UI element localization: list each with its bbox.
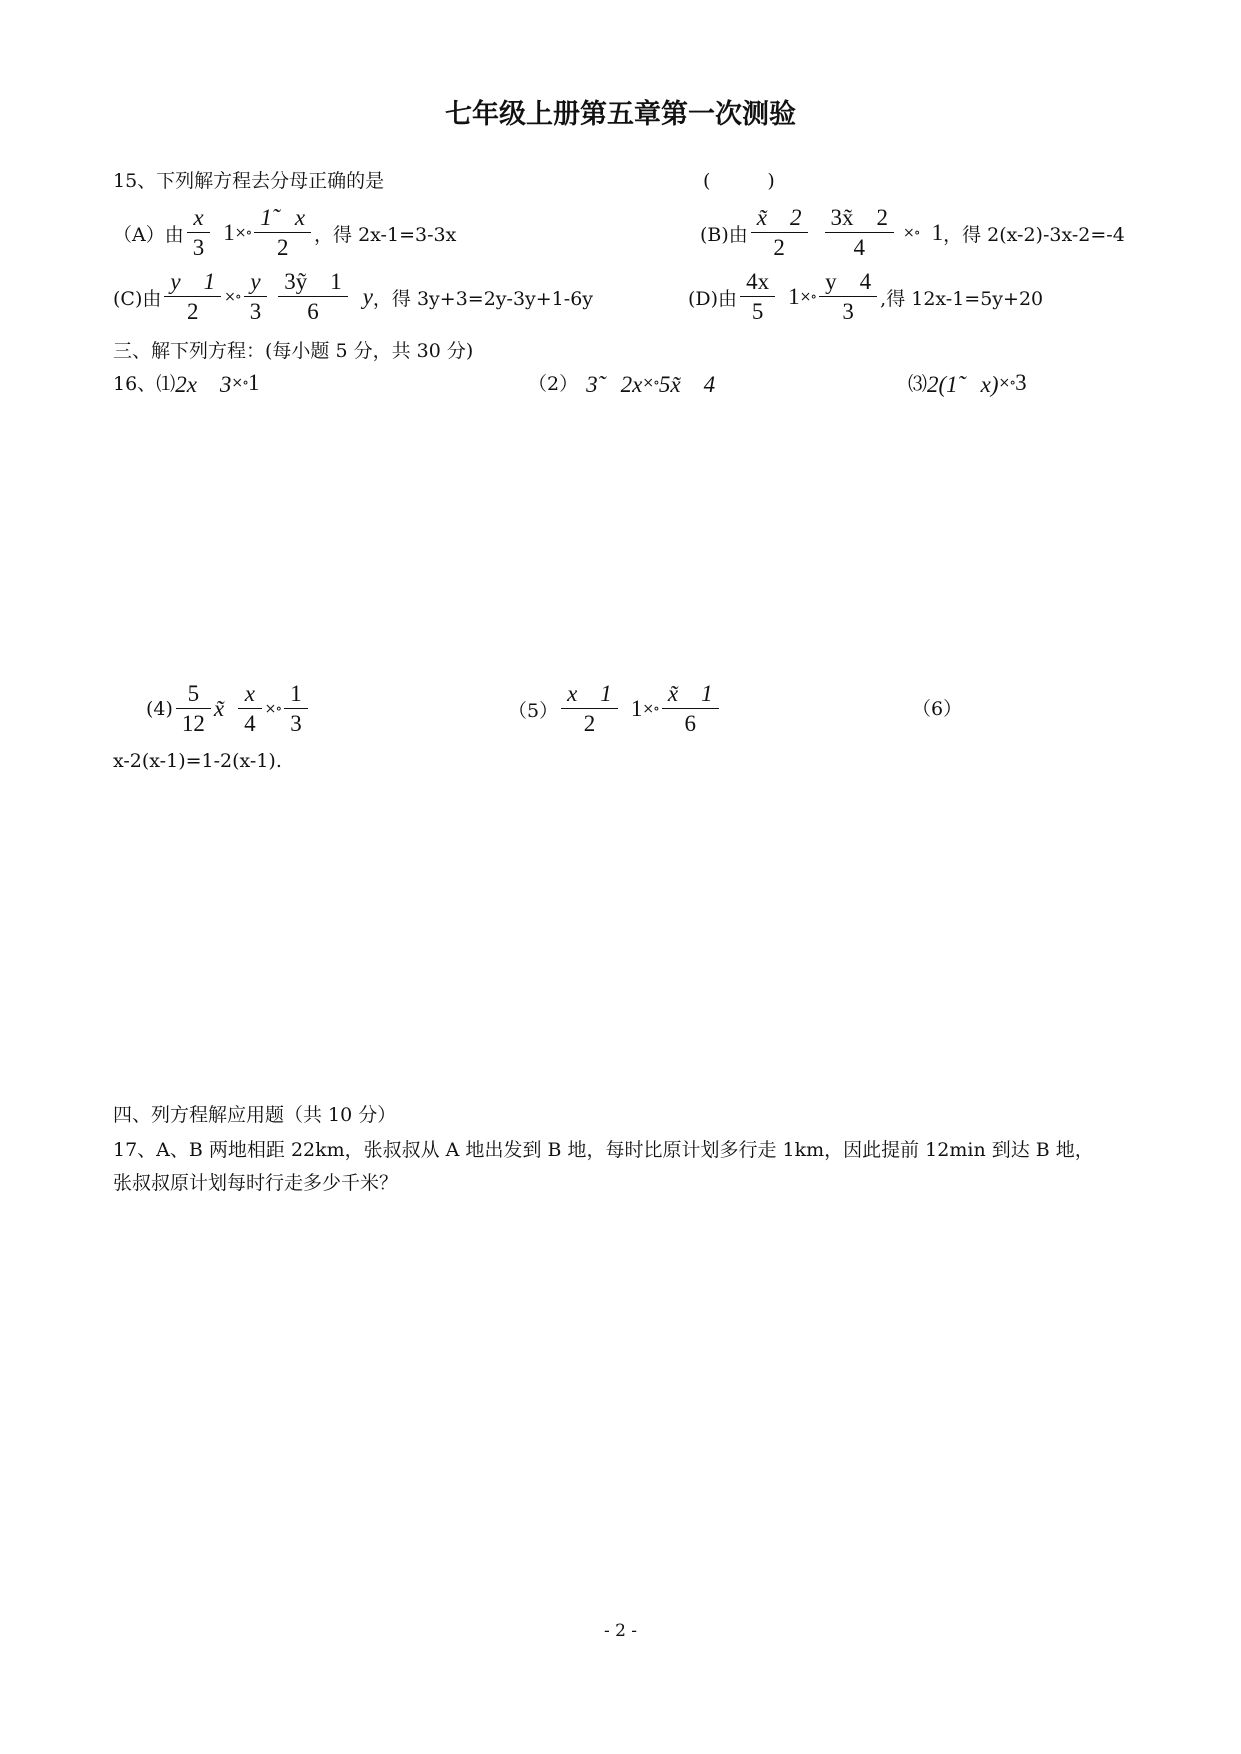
fraction: $\frac{x}{3}$ [187, 206, 211, 260]
q16-part-1: 16、 ⑴ 2x 3 ×∘ 1 [113, 369, 260, 397]
answer-paren: ( ) [703, 170, 775, 192]
fraction: $\frac{y 4}{3}$ [819, 270, 877, 324]
option-d: (D)由 $\frac{4x}{5}$ 1 ×∘ $\frac{y 4}{3}$ ,得 12x-1=5y+20 [688, 269, 1044, 325]
option-a: （A）由 $\frac{x}{3}$ 1 ×∘ $\frac{1̃ x}{2}$ ，得 2x-1=3-3x [113, 205, 457, 261]
question-17-line-1: 17、A、B 两地相距 22km，张叔叔从 A 地出发到 B 地，每时比原计划多行走 1km，因此提前 12min 到达 B 地， [113, 1139, 1094, 1161]
q16-part-2: （2） 3̃ 2x ×∘ 5x̃ 4 [528, 372, 716, 397]
q16-part-3: ⑶ 2(1̃ x) ×∘ 3 [908, 369, 1027, 397]
fraction: $\frac{y 1}{2}$ [164, 270, 221, 324]
q16-part-4: (4) $\frac{5}{12}$ x̃ $\frac{x}{4}$ ×∘ $\frac{1}{3}$ [146, 682, 311, 736]
option-c-result: ，得 3y+3=2y-3y+1-6y [372, 287, 594, 310]
option-a-result: ，得 2x-1=3-3x [314, 223, 457, 246]
fraction: $\frac{1̃ x}{2}$ [254, 206, 311, 260]
fraction: $\frac{1}{3}$ [284, 682, 308, 736]
question-17-line-2: 张叔叔原计划每时行走多少千米？ [113, 1172, 399, 1194]
fraction: $\frac{4x}{5}$ [740, 270, 775, 324]
option-b-label: (B)由 [700, 223, 748, 246]
fraction: $\frac{x̃ 1}{6}$ [662, 682, 719, 736]
option-c-label: (C)由 [113, 287, 162, 310]
option-d-result: ,得 12x-1=5y+20 [880, 287, 1044, 310]
fraction: $\frac{y}{3}$ [244, 270, 268, 324]
page-title: 七年级上册第五章第一次测验 [445, 99, 796, 130]
section-3-heading: 三、解下列方程：(每小题 5 分，共 30 分) [113, 340, 474, 362]
option-b-result: ，得 2(x-2)-3x-2=-4 [943, 223, 1125, 246]
q16-part-6-label: （6） [912, 698, 963, 720]
fraction: $\frac{3x̃ 2}{4}$ [825, 206, 895, 260]
option-a-label: （A）由 [113, 223, 184, 246]
fraction: $\frac{x 1}{2}$ [561, 682, 618, 736]
fraction: $\frac{\text{3ỹ 1}}{6}$ [278, 270, 348, 324]
fraction: $\frac{x̃ 2}{2}$ [751, 206, 808, 260]
q16-part-6-equation: x-2(x-1)=1-2(x-1). [113, 750, 282, 772]
q16-part-5: （5） $\frac{x 1}{2}$ 1 ×∘ $\frac{x̃ 1}{6}$ [508, 682, 722, 736]
question-15-stem: 15、下列解方程去分母正确的是 [113, 170, 385, 192]
option-d-label: (D)由 [688, 287, 738, 310]
option-c: (C)由 $\frac{y 1}{2}$ ×∘ $\frac{y}{3}$ $\frac{\text{3ỹ 1}}{6}$ y ，得 3y+3=2y-3y+1-6y [113, 269, 594, 325]
fraction: $\frac{x}{4}$ [238, 682, 262, 736]
fraction: $\frac{5}{12}$ [176, 682, 211, 736]
page-number: - 2 - [603, 1621, 638, 1641]
section-4-heading: 四、列方程解应用题（共 10 分） [113, 1104, 397, 1126]
option-b: (B)由 $\frac{x̃ 2}{2}$ $\frac{3x̃ 2}{4}$ ×∘ 1 ，得 2(x-2)-3x-2=-4 [700, 205, 1125, 261]
